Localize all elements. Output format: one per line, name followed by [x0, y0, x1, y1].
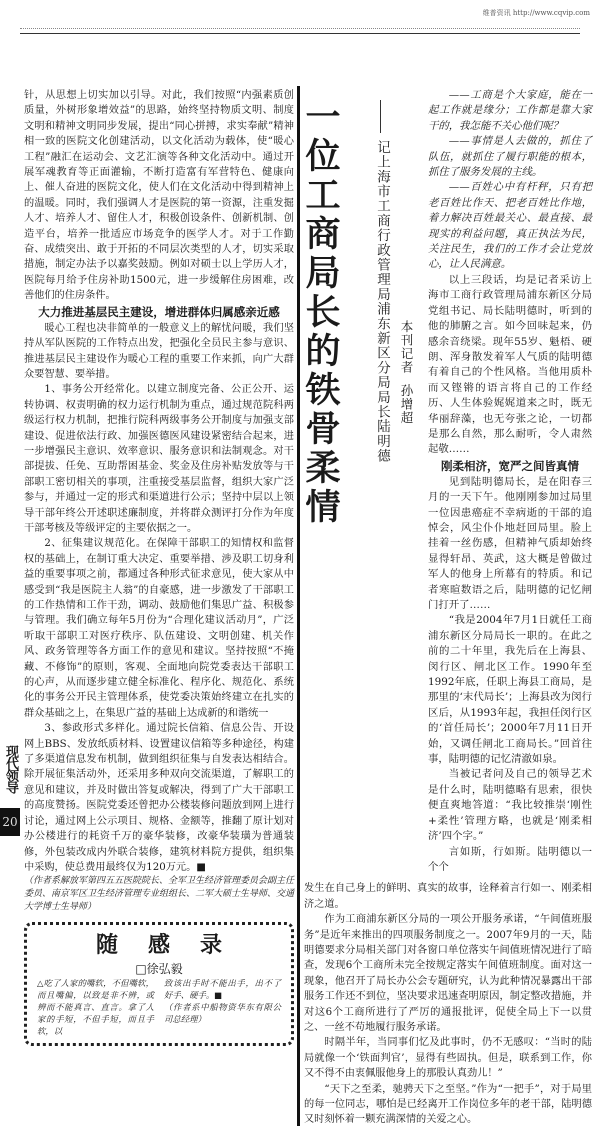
paragraph: 3、参政形式多样化。通过院长信箱、信息公告、开设网上BBS、发放纸质材料、设置建议信箱等多种途径，构建了多渠道信息发布机制，做到组织征集与自发表达相结合。除开展征集活动外，还采用多种双向交流渠道，了解职工的意见和建议，并及时做出答复或解决，得到了广大干部职工的高度赞扬。医院党委还曾把办公楼装修问题放到网上进行讨论，通过网上公示项目、规格、金额等，推翻了原计划对办公楼进行的耗资千万的豪华装修，改豪华装璜为普通装修，外包装改成内外联合装修，建筑材料院方提供，组织集中采购，使总费用最终仅为120万元。■ — [24, 723, 294, 873]
essay-byline: □徐弘毅 — [135, 962, 183, 977]
left-article — [24, 88, 294, 914]
header-dotted-rule — [20, 28, 580, 29]
section-heading: 刚柔相济，宽严之间皆真情 — [441, 458, 579, 473]
paragraph: 针，从思想上切实加以引导。对此，我们按照“内强素质创质量，外树形象增效益”的思路，始终坚持物质文明、制度文明和精神文明同步发展，提出“同心拼搏，求实奉献”精神相一致的医院文化创建活动，以文化活动为载体，使“暖心工程”融汇在运动会、文艺汇演等各种文化活动中。通过开展军魂教育等正面灌输，不断打造富有军营特色、健康向上、催人奋进的医院文化，使人们在文化活动中得到精神上的温暖。同时，我们强调人才是医院的第一资源，注重发掘人才、培养人才、留住人才，积极创设条件、创新机制、创造平台，培养一批适应市场竞争的医学人才。对于工作勤奋、成绩突出、敢于开拓的不同层次类型的人才，切实采取措施，制定办法予以嘉奖鼓励。例如对硕士以上学历人才，医院每月给予住房补助1500元，进一步缓解住房困难，改善他们的住房条件。 — [24, 90, 294, 302]
quote: ——百姓心中有杆秤，只有把老百姓比作天、把老百姓比作地，着力解决百姓最关心、最直接、最现实的利益问题，真正执法为民，关注民生，我们的工作才会让党放心，让人民满意。 — [428, 181, 592, 271]
feature-bottom-text — [304, 881, 592, 1128]
feature-author — [400, 320, 426, 425]
quote: ——工商是个大家庭，能在一起工作就是缘分；工作都是靠大家干的，我怎能不关心他们呢？ — [428, 89, 592, 132]
author-label: 本刊记者 — [399, 320, 414, 374]
paragraph: 当被记者问及自己的领导艺术是什么时，陆明德略有思索，很快便直爽地答道：“我比较推崇‘刚性+柔性’管理方略，也就是‘刚柔相济’四个字。” — [428, 768, 592, 843]
author-note: （作者系解放军第四五五医院院长、全军卫生经济管理委员会副主任委员、南京军区卫生经济管理专业组组长、二军大硕士生导师、交通大学博士生导师） — [24, 876, 295, 913]
feature-right-column — [428, 88, 592, 875]
paragraph: 作为工商浦东新区分局的一项公开服务承诺，“午间值班服务”是近年来推出的四项服务制度之一。2007年9月的一天，陆明德要求分局相关部门对各窗口单位落实午间值班情况进行了暗查，发现6个工商所未完全按规定落实午间值班制度。面对这一现象，他召开了局长办公会专题研究，认为此种情况暴露出干部服务工作还不到位，坚决要求迅速查明原因，制定整改措施，并对这6个工商所进行了严厉的通报批评，促使全局上下一以贯之、一丝不苟地履行服务承诺。 — [304, 914, 592, 1033]
source-watermark: 维普资讯 http://www.cqvip.com — [482, 9, 590, 17]
paragraph: “我是2004年7月1日就任工商浦东新区分局局长一职的。在此之前的二十年里，我先后在上海县、闵行区、闸北区工作。1990年至1992年底，任职上海县工商局，是那里的‘末代局长’；上海县改为闵行区后，从1993年起，我担任闵行区的‘首任局长’；2000年7月11日开始，又调任闸北工商局长。”回首往事，陆明德的记忆清澈如泉。 — [428, 614, 592, 766]
paragraph: 1、事务公开经常化。以建立制度完备、公正公开、运转协调、权责明确的权力运行机制为重点，通过规范院科两级运行权力机制，把推行院科两级事务公开制度与加强支部建设、促进依法行政、加强医德医风建设紧密结合起来，进一步增强民主意识、效率意识、服务意识和法制观念。对干部提拔、任免、互助帮困基金、奖金及住房补贴发放等与干部职工密切相关的事项，注重接受基层监督，组织大家广泛参与，并通过一定的形式和渠道进行公示；坚持中层以上领导干部年终公开述职述廉制度，并将群众测评打分作为年度干部考核及等级评定的主要依据之一。 — [24, 384, 294, 534]
page-number: 20 — [0, 808, 20, 836]
essay-title: 随感录 — [95, 933, 252, 959]
feature-article — [300, 88, 592, 1128]
feature-title-area — [300, 88, 428, 875]
magazine-name: 现代领导 — [3, 745, 18, 793]
author-name: 孙增超 — [399, 384, 414, 425]
left-column — [24, 88, 294, 1046]
essay-text-col2: 致该出手时不能出手，出不了好手、硬手。■ — [164, 978, 281, 1001]
feature-title: 一位工商局长的铁骨柔情 — [300, 98, 341, 527]
paragraph: “天下之至柔，驰骋天下之至坚。”作为“一把手”，对于局里的每一位同志，哪怕是已经离开工作岗位多年的老干部，陆明德又时刻怀着一颗充满深情的关爱之心。 — [304, 1083, 592, 1126]
feature-subtitle: 记上海市工商行政管理局浦东新区分局局长陆明德 — [374, 140, 390, 464]
paragraph: 暖心工程也决非简单的一般意义上的解忧问暖，我们坚持从军队医院的工作特点出发，把强化全员民主参与意识、推进基层民主建设作为暖心工程的重要工作来抓，向广大群众要智慧、要举措。 — [24, 322, 294, 380]
paragraph: 发生在自己身上的鲜明、真实的故事，诠释着言行如一、刚柔相济之道。 — [304, 883, 592, 910]
quote: ——事情是人去做的，抓住了队伍，就抓住了履行职能的根本，抓住了服务发展的主线。 — [428, 135, 592, 179]
paragraph: 见到陆明德局长，是在阳春三月的一天下午。他刚刚参加过局里一位因患癌症不幸病逝的干部的追悼会，风尘仆仆地赶回局里。脸上挂着一丝伤感，但精神气质却始终显得轩昂、英武，这大概是曾做过军人的他身上所幕有的特质。和记者寒暄数语之后，陆明德的记忆闸门打开了…… — [428, 475, 592, 611]
section-heading: 大力推进基层民主建设，增进群体归属感亲近感 — [38, 304, 280, 319]
essay-box — [24, 922, 294, 1046]
essay-note: （作者系中船物资华东有限公司总经理） — [164, 1002, 281, 1025]
paragraph: 2、征集建议规范化。在保障干部职工的知情权和监督权的基础上，在制订重大决定、重要举措、涉及职工切身利益的重要事项之前，都通过各种形式征求意见，使大家从中感受到“我是医院主人翁”的自豪感，进一步激发了干部职工的工作热情和工作干劲，调动、鼓励他们集思广益、积极参与管理。我们确立每年5月份为“合理化建议活动月”，广泛听取干部职工对医疗秩序、队伍建设、文明创建、机关作风、政务管理等各方面工作的意见和建议。坚持按照“不掩藏、不修饰”的原则，客观、全面地向院党委表达干部职工的心声，从而逐步建立健全标准化、程序化、规范化、系统化的事务公开民主管理体系，使党委决策始终建立在扎实的群众基础之上，在集思广益的基础上达成新的和谐统一 — [24, 538, 294, 719]
subtitle-dash — [380, 100, 381, 133]
paragraph: 时隔半年，当同事们忆及此事时，仍不无感叹：“当时的陆局就像一个‘铁面判官’，显得有些固执。但是，联系到工作，你又不得不由衷佩服他身上的那股认真劲儿！” — [304, 1037, 592, 1080]
paragraph: 以上三段话，均是记者采访上海市工商行政管理局浦东新区分局党组书记、局长陆明德时，听到的他的肺腑之言。如今回味起来，仍感余音绕梁。现年55岁、魁梧、硬朗、浑身散发着军人气质的陆明德有着自己的个性风格。当他用质朴而又铿锵的语言将自己的工作经历、人生体验娓娓道来之时，既无华丽辞藻，也无夸张之论，一切都是那么自然，那么耐听，令人肃然起敬…… — [428, 273, 592, 456]
essay-text-col1: △吃了人家的嘴软，不但嘴软，而且嘴偏，以致是非不辨，或辨而不能真言、直言。拿了人家的手短，不但手短，而且手软，以 — [37, 978, 154, 1037]
header-rule — [20, 33, 580, 34]
paragraph: 言如斯，行如斯。陆明德以一个个 — [428, 845, 592, 873]
